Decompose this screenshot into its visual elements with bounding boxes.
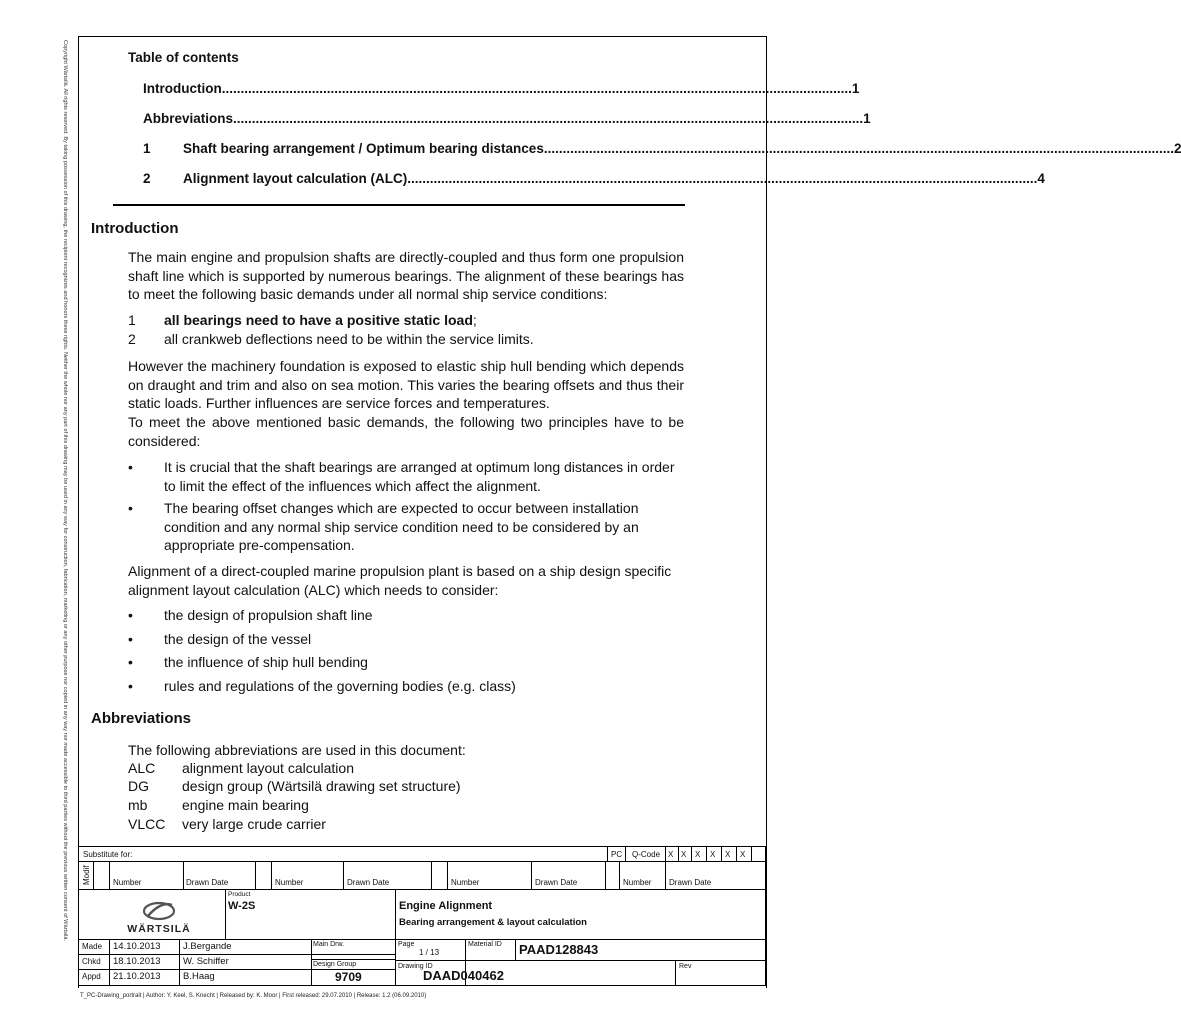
- toc-leader-dots: ........................................................................................................................................................................: [407, 171, 1038, 186]
- toc-entry-label: Abbreviations: [143, 111, 234, 126]
- chkd-by: W. Schiffer: [183, 956, 229, 967]
- number-label: Number: [275, 878, 304, 887]
- design-group-value: 9709: [335, 970, 362, 984]
- abbreviation-meaning: design group (Wärtsilä drawing set structure): [182, 778, 461, 794]
- toc-entry-number: 2: [143, 171, 151, 186]
- pc-label: PC: [611, 850, 623, 859]
- consideration-item-1: [128, 606, 688, 625]
- consideration-text: rules and regulations of the governing bodies (e.g. class): [164, 678, 516, 694]
- page-value: 1 / 13: [419, 948, 440, 957]
- material-id-label: Material ID: [468, 941, 502, 948]
- abbreviation-key: mb: [128, 797, 148, 813]
- bullet: •: [128, 500, 133, 516]
- copyright-side-text: Copyright Wärtsilä. All rights reserved. By taking possession of this drawing, the recipient recognizes and honors these rights. Neither the whole nor any part of this drawing may be used in any way for construction, fabrication, marketing or any other purpose nor copied in any way nor made accessible to third parties without the previous written consent of Wärtsilä.: [62, 40, 68, 942]
- toc-leader-dots: ........................................................................................................................................................................: [221, 81, 852, 96]
- consideration-text: the design of the vessel: [164, 631, 312, 647]
- demand-text: ;: [472, 312, 477, 328]
- abbreviations-heading: Abbreviations: [91, 710, 192, 727]
- qcode-x-6: X: [740, 850, 746, 859]
- wartsila-logo-text: WÄRTSILÄ: [127, 923, 191, 935]
- frame-top-line: [78, 36, 766, 37]
- consideration-item-2: [128, 630, 688, 649]
- drawing-id-value: DAAD040462: [423, 968, 504, 983]
- wartsila-swoosh-icon: [119, 899, 199, 921]
- toc-entry-introduction[interactable]: [143, 81, 860, 96]
- qcode-x-5: X: [725, 850, 731, 859]
- main-drw-label: Main Drw.: [313, 941, 345, 948]
- toc-leader-dots: ........................................................................................................................................................................: [233, 111, 864, 126]
- appd-date: 21.10.2013: [113, 971, 161, 982]
- demand-item-2: [128, 330, 688, 349]
- abbreviation-key: DG: [128, 778, 149, 794]
- toc-entry-shaft-bearing[interactable]: [143, 141, 1181, 156]
- toc-entry-page: 2: [1173, 141, 1181, 156]
- number-label: Number: [623, 878, 652, 887]
- demand-item-1: [128, 311, 688, 330]
- document-subtitle: Bearing arrangement & layout calculation: [399, 917, 587, 928]
- toc-entry-label: Alignment layout calculation (ALC): [183, 171, 408, 186]
- principle-item-1: [128, 458, 684, 495]
- bullet: •: [128, 607, 133, 623]
- product-label: Product: [228, 891, 251, 898]
- modif-label: Modif: [82, 865, 91, 885]
- made-date: 14.10.2013: [113, 941, 161, 952]
- made-by: J.Bergande: [183, 941, 232, 952]
- document-title: Engine Alignment: [399, 900, 493, 912]
- abbreviation-meaning: very large crude carrier: [182, 816, 326, 832]
- principle-text: The bearing offset changes which are expected to occur between installation condition and any normal ship service condition need to be considered by an appropriate pre-compensation.: [164, 500, 639, 553]
- consideration-item-4: [128, 677, 688, 696]
- qcode-label: Q-Code: [632, 850, 661, 859]
- consideration-text: the design of propulsion shaft line: [164, 607, 373, 623]
- abbreviation-meaning: engine main bearing: [182, 797, 309, 813]
- qcode-x-3: X: [695, 850, 701, 859]
- demand-number: 2: [128, 331, 136, 347]
- demand-text: all crankweb deflections need to be within the service limits.: [164, 331, 534, 347]
- bullet: •: [128, 631, 133, 647]
- drawn-date-label: Drawn Date: [347, 878, 390, 887]
- rev-label: Rev: [679, 963, 692, 970]
- toc-entry-number: 1: [143, 141, 151, 156]
- made-label: Made: [82, 942, 103, 951]
- wartsila-logo: [119, 899, 199, 935]
- chkd-label: Chkd: [82, 957, 101, 966]
- principle-text: It is crucial that the shaft bearings are arranged at optimum long distances in order to limit the effect of the influences which affect the alignment.: [164, 459, 675, 494]
- design-group-label: Design Group: [313, 961, 357, 968]
- toc-title: Table of contents: [128, 50, 239, 65]
- principle-item-2: [128, 499, 684, 555]
- intro-paragraph-1: The main engine and propulsion shafts are directly-coupled and thus form one propulsion shaft line which is supported by numerous bearings. The alignment of these bearings has to meet the following basic demands under all normal ship service conditions:: [128, 249, 684, 302]
- toc-entry-page: 1: [863, 111, 871, 126]
- bullet: •: [128, 678, 133, 694]
- drawn-date-label: Drawn Date: [186, 878, 229, 887]
- abbreviation-key: VLCC: [128, 816, 166, 832]
- drawing-id-label: Drawing ID: [398, 963, 433, 970]
- abbreviation-meaning: alignment layout calculation: [182, 760, 354, 776]
- intro-paragraph-3: To meet the above mentioned basic demands, the following two principles have to be considered:: [128, 414, 684, 449]
- drawn-date-label: Drawn Date: [669, 878, 712, 887]
- abbreviations-intro: The following abbreviations are used in this document:: [128, 742, 466, 758]
- drawn-date-label: Drawn Date: [535, 878, 578, 887]
- material-id-value: PAAD128843: [519, 942, 599, 957]
- consideration-item-3: [128, 653, 688, 672]
- qcode-x-2: X: [681, 850, 687, 859]
- abbreviation-row: [128, 777, 461, 796]
- consideration-text: the influence of ship hull bending: [164, 654, 368, 670]
- toc-entry-page: 1: [851, 81, 860, 96]
- abbreviation-row: [128, 796, 309, 815]
- abbreviation-row: [128, 759, 354, 778]
- product-value: W-2S: [228, 900, 256, 912]
- bullet: •: [128, 459, 133, 475]
- toc-entry-label: Shaft bearing arrangement / Optimum bearing distances: [183, 141, 544, 156]
- toc-entry-label: Introduction: [143, 81, 222, 96]
- abbreviation-row: [128, 815, 326, 834]
- abbreviation-key: ALC: [128, 760, 156, 776]
- qcode-x-1: X: [668, 850, 674, 859]
- number-label: Number: [451, 878, 480, 887]
- toc-entry-page: 4: [1037, 171, 1045, 186]
- toc-entry-abbreviations[interactable]: [143, 111, 871, 126]
- appd-label: Appd: [82, 972, 101, 981]
- introduction-heading: Introduction: [91, 220, 179, 237]
- page-label: Page: [398, 941, 415, 948]
- demand-number: 1: [128, 312, 136, 328]
- appd-by: B.Haag: [183, 971, 215, 982]
- bullet: •: [128, 654, 133, 670]
- title-block: [78, 846, 766, 986]
- footer-release-info: T_PC-Drawing_portrait | Author: Y. Keel, S. Knecht | Released by: K. Moor | First released: 29.07.2010 | Release: 1.2 (06.09.2010): [80, 993, 427, 999]
- substitute-for-label: Substitute for:: [83, 850, 133, 859]
- qcode-x-4: X: [710, 850, 716, 859]
- toc-divider: [113, 204, 685, 206]
- toc-leader-dots: ........................................................................................................................................................................: [543, 141, 1174, 156]
- demand-bold-text: all bearings need to have a positive static load: [164, 312, 473, 328]
- chkd-date: 18.10.2013: [113, 956, 161, 967]
- number-label: Number: [113, 878, 142, 887]
- intro-paragraph-2: However the machinery foundation is exposed to elastic ship hull bending which depends on draught and trim and also on sea motion. This varies the bearing offsets and thus their static loads. Further influences are service forces and temperatures.: [128, 358, 684, 411]
- intro-paragraph-4: Alignment of a direct-coupled marine propulsion plant is based on a ship design specific alignment layout calculation (ALC) which needs to consider:: [128, 563, 672, 598]
- toc-entry-alc[interactable]: [143, 171, 1045, 186]
